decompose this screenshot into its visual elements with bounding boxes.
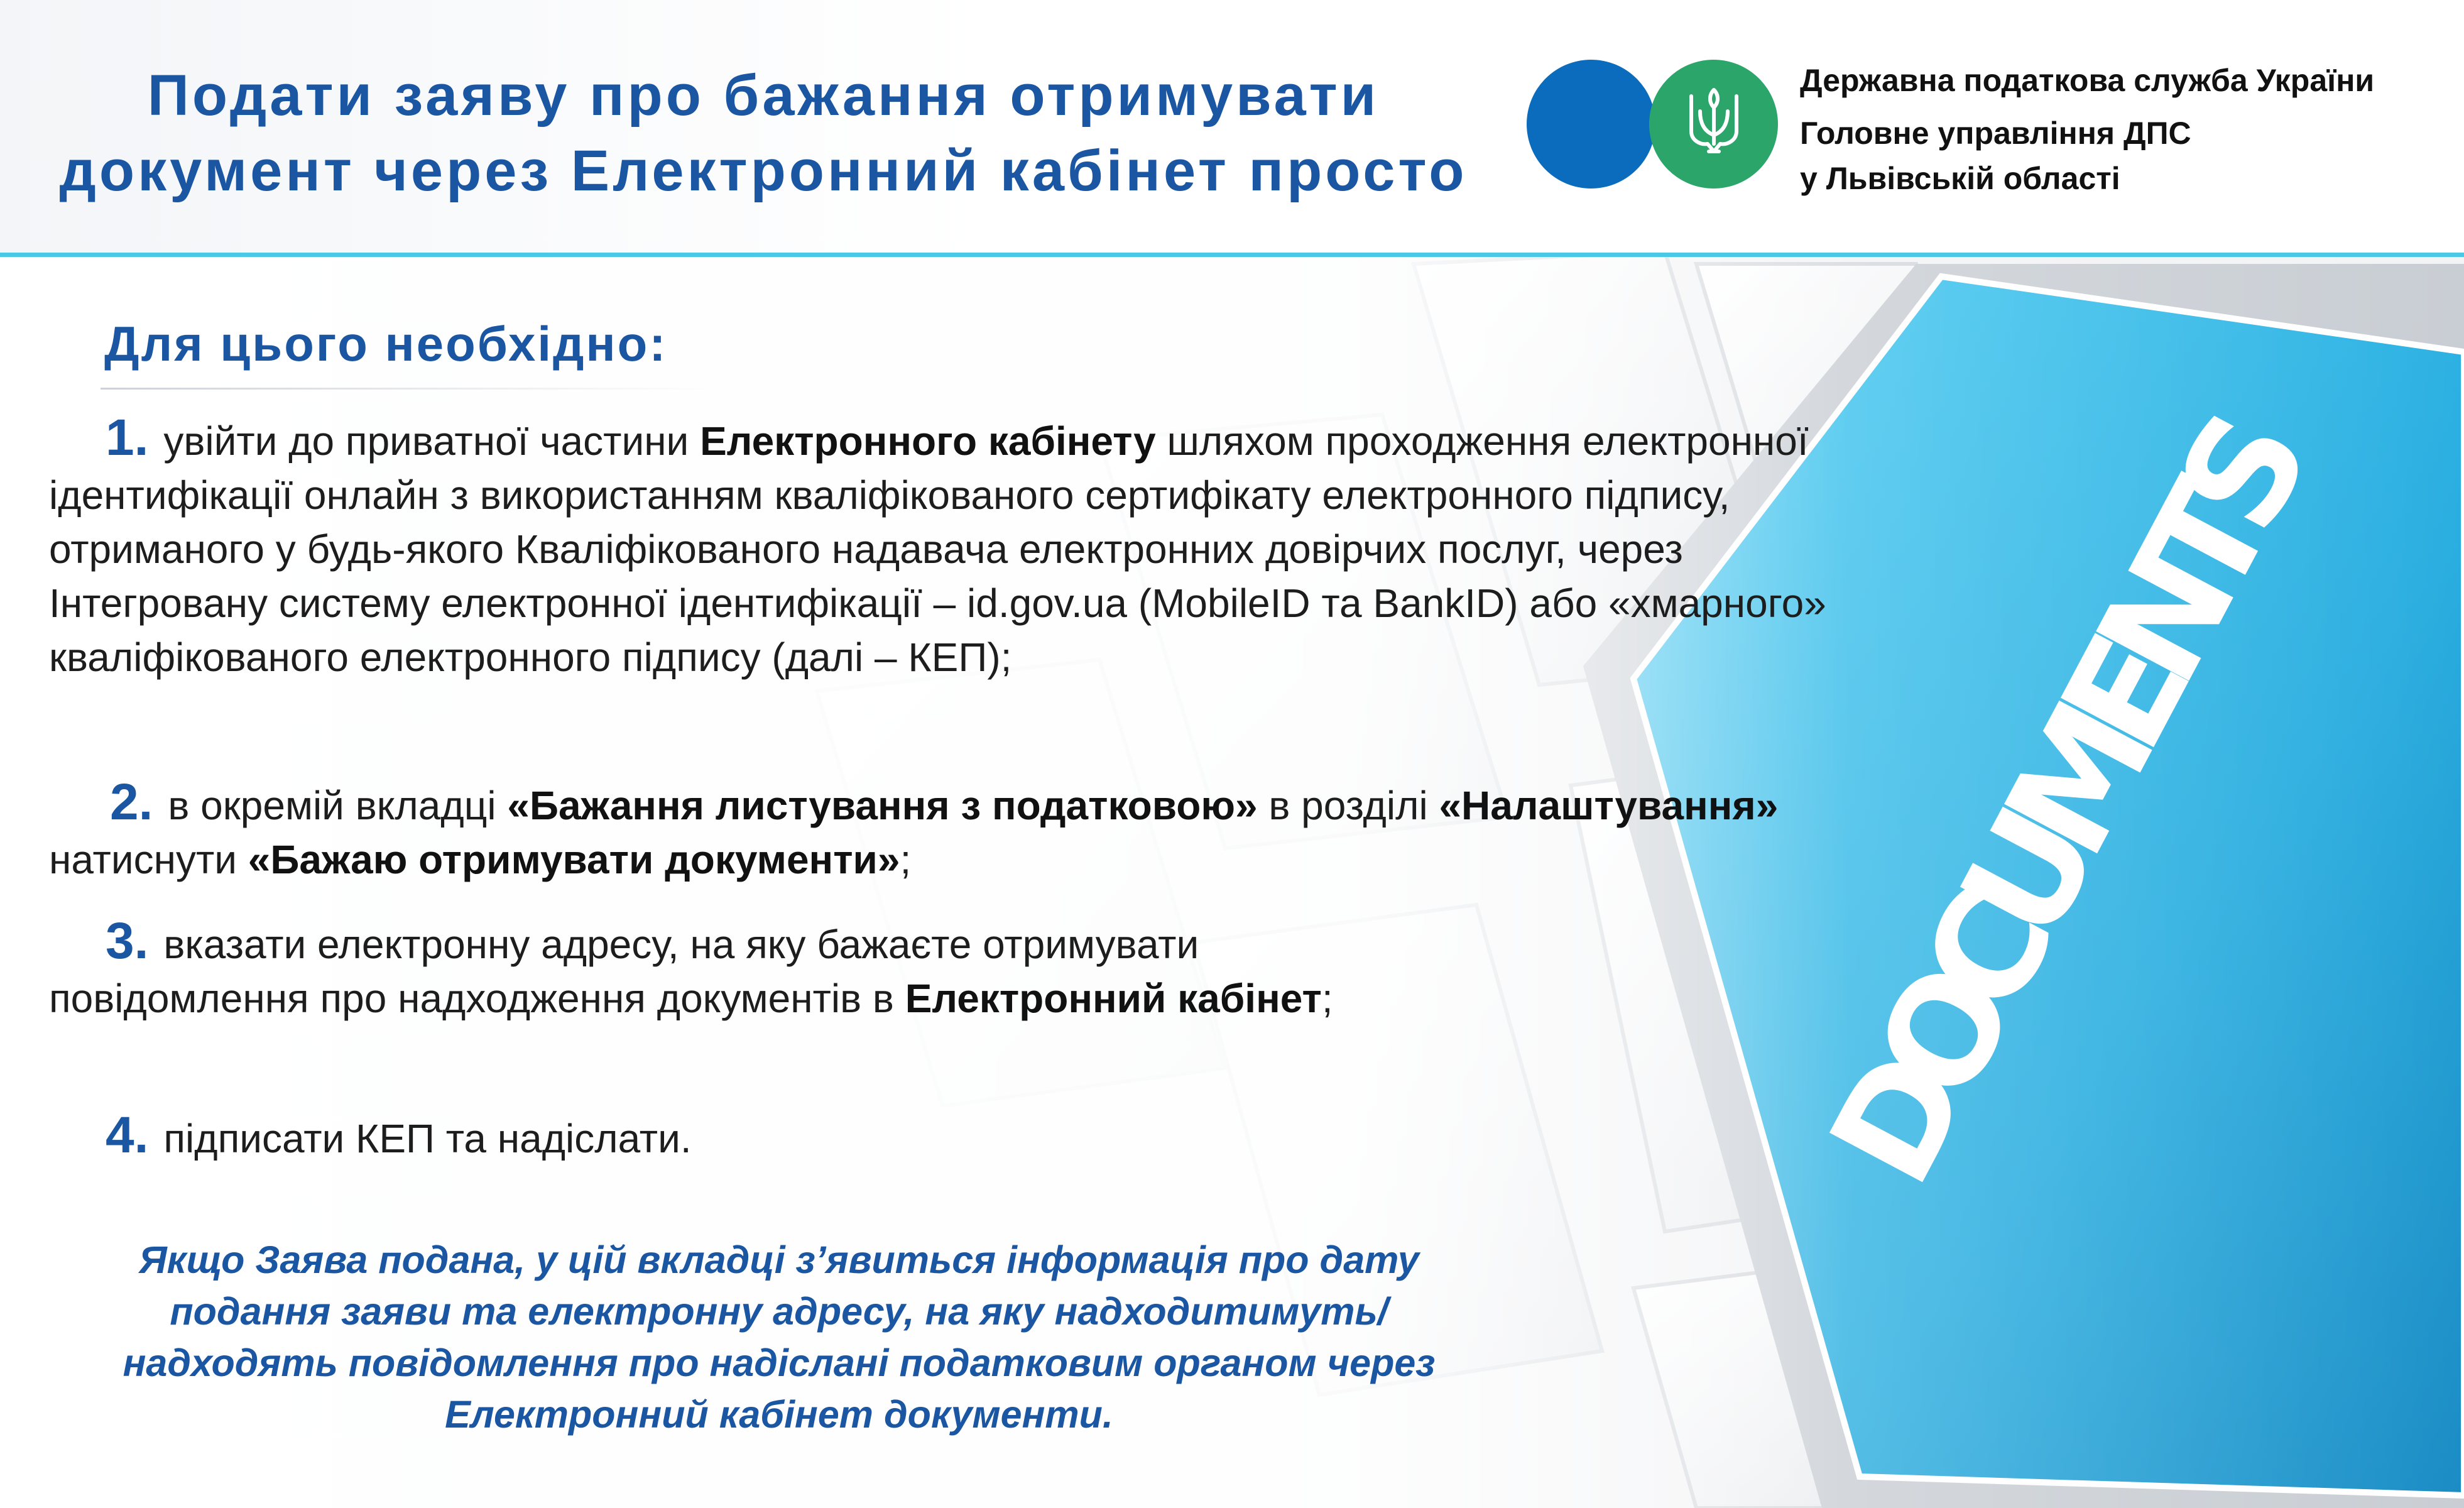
content-area — [0, 257, 2464, 1508]
step-text: ; — [1321, 976, 1333, 1021]
step-3 — [49, 914, 1431, 1025]
step-bold-text: «Налаштування» — [1439, 783, 1779, 828]
step-text: в окремій вкладці — [168, 783, 508, 828]
page-title — [31, 58, 1495, 209]
step-number: 4. — [106, 1106, 149, 1164]
step-bold-text: Електронного кабінету — [700, 418, 1156, 464]
page-title-line-2: документ через Електронний кабінет просто — [59, 139, 1468, 203]
step-text: натиснути — [49, 837, 248, 882]
step-bold-text: «Бажаю отримувати документи» — [248, 837, 900, 882]
subheading: Для цього необхідно: — [104, 316, 668, 371]
page-title-line-1: Подати заяву про бажання отримувати — [147, 63, 1380, 128]
step-number: 3. — [106, 912, 149, 970]
trident-icon — [1681, 86, 1747, 161]
step-text: підписати КЕП та надіслати. — [163, 1116, 692, 1161]
logo-green-circle — [1649, 60, 1778, 188]
step-4 — [49, 1108, 1909, 1166]
organization-name — [1800, 58, 2374, 201]
header-divider — [0, 253, 2464, 257]
step-bold-text: Електронний кабінет — [905, 976, 1322, 1021]
step-1 — [49, 411, 1909, 684]
step-2 — [49, 775, 1909, 887]
step-text: увійти до приватної частини — [163, 418, 700, 464]
info-note: Якщо Заява подана, у цій вкладці з’явиться інформація про дату подання заяви та електронну адресу, на яку надходитимуть/надходять повідомлення про надіслані податковим органом через Електронний кабінет документи. — [123, 1238, 1436, 1436]
step-bold-text: «Бажання листування з податковою» — [507, 783, 1258, 828]
step-text: вказати електронну адресу, на яку бажаєте отримувати повідомлення про надходження документів в — [49, 922, 1199, 1021]
org-line-2: Головне управління ДПС — [1800, 116, 2191, 151]
step-text: в розділі — [1257, 783, 1439, 828]
logo-blue-circle — [1527, 60, 1655, 188]
step-text: шляхом проходження електронної ідентифікації онлайн з використанням кваліфікованого сертифікату електронного підпису, отриманого у будь-якого Кваліфікованого надавача електронних довірчих послуг, через Інтегровану систему електронної ідентифікації – id.gov.ua (MobileID та BankID) або «хмарного» кваліфікованого електронного підпису (далі – КЕП); — [49, 418, 1826, 680]
subheading-underline — [101, 388, 713, 390]
step-number: 2. — [110, 773, 153, 831]
step-number: 1. — [106, 409, 149, 466]
org-line-3: у Львівській області — [1800, 161, 2120, 196]
org-line-1: Державна податкова служба України — [1800, 63, 2375, 98]
step-text: ; — [900, 837, 912, 882]
